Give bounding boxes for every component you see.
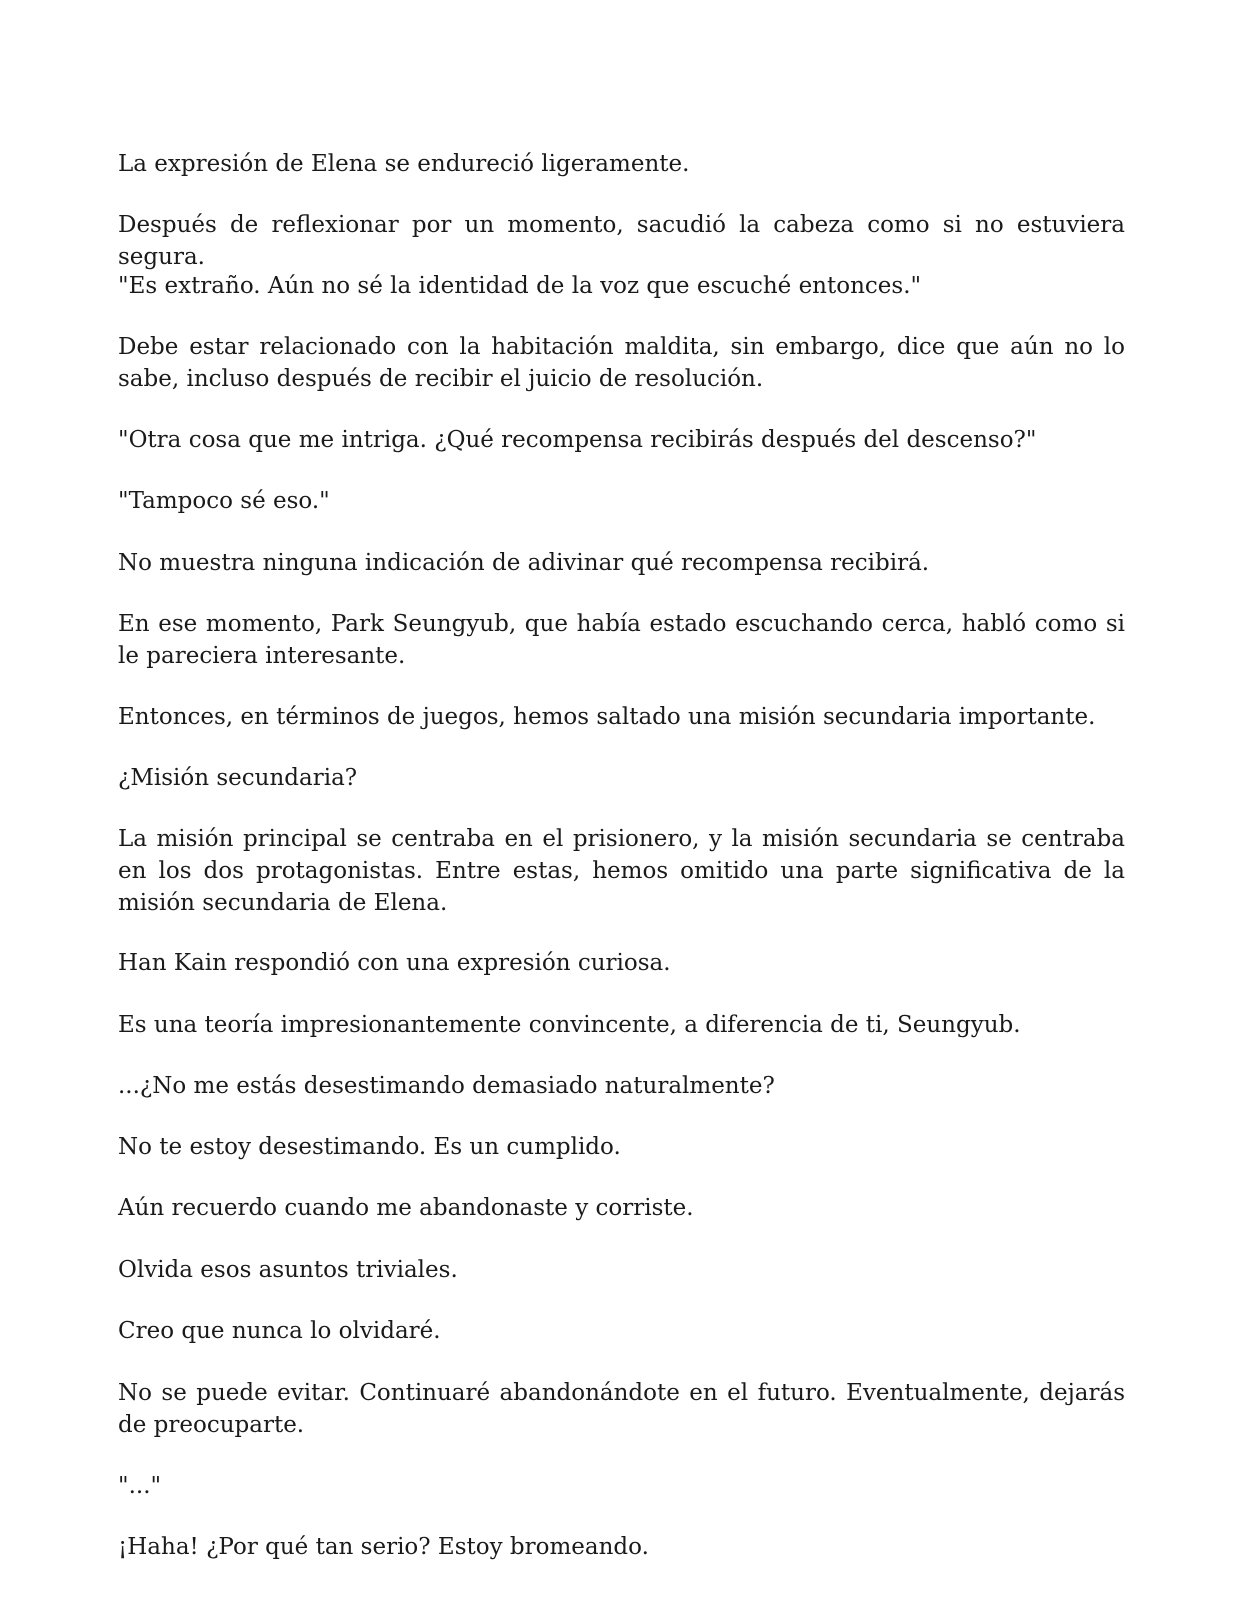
paragraph-4: Debe estar relacionado con la habitación maldita, sin embargo, dice que aún no lo sabe, incluso después de recibir el juicio de resolución. [118, 334, 1125, 392]
paragraph-20: "..." [118, 1473, 162, 1499]
paragraph-12: Han Kain respondió con una expresión curiosa. [118, 950, 671, 976]
paragraph-15: No te estoy desestimando. Es un cumplido. [118, 1134, 621, 1160]
paragraph-14: ...¿No me estás desestimando demasiado naturalmente? [118, 1073, 775, 1099]
paragraph-5: "Otra cosa que me intriga. ¿Qué recompensa recibirás después del descenso?" [118, 427, 1037, 453]
paragraph-21: ¡Haha! ¿Por qué tan serio? Estoy bromeando. [118, 1534, 649, 1560]
paragraph-8: En ese momento, Park Seungyub, que había estado escuchando cerca, habló como si le pareciera interesante. [118, 611, 1125, 669]
paragraph-1: La expresión de Elena se endureció ligeramente. [118, 151, 690, 177]
paragraph-3: "Es extraño. Aún no sé la identidad de la voz que escuché entonces." [118, 273, 922, 299]
paragraph-7: No muestra ninguna indicación de adivinar qué recompensa recibirá. [118, 550, 930, 576]
paragraph-18: Creo que nunca lo olvidaré. [118, 1318, 441, 1344]
paragraph-10: ¿Misión secundaria? [118, 765, 358, 791]
paragraph-19: No se puede evitar. Continuaré abandonándote en el futuro. Eventualmente, dejarás de preocuparte. [118, 1380, 1125, 1438]
paragraph-16: Aún recuerdo cuando me abandonaste y corriste. [118, 1195, 694, 1221]
paragraph-11: La misión principal se centraba en el prisionero, y la misión secundaria se centraba en los dos protagonistas. Entre estas, hemos omitido una parte significativa de la misión secundaria de Elena. [118, 826, 1125, 916]
paragraph-13: Es una teoría impresionantemente convincente, a diferencia de ti, Seungyub. [118, 1012, 1021, 1038]
paragraph-9: Entonces, en términos de juegos, hemos saltado una misión secundaria importante. [118, 704, 1096, 730]
paragraph-2: Después de reflexionar por un momento, sacudió la cabeza como si no estuviera segura. [118, 212, 1125, 270]
paragraph-17: Olvida esos asuntos triviales. [118, 1257, 458, 1283]
paragraph-6: "Tampoco sé eso." [118, 488, 330, 514]
